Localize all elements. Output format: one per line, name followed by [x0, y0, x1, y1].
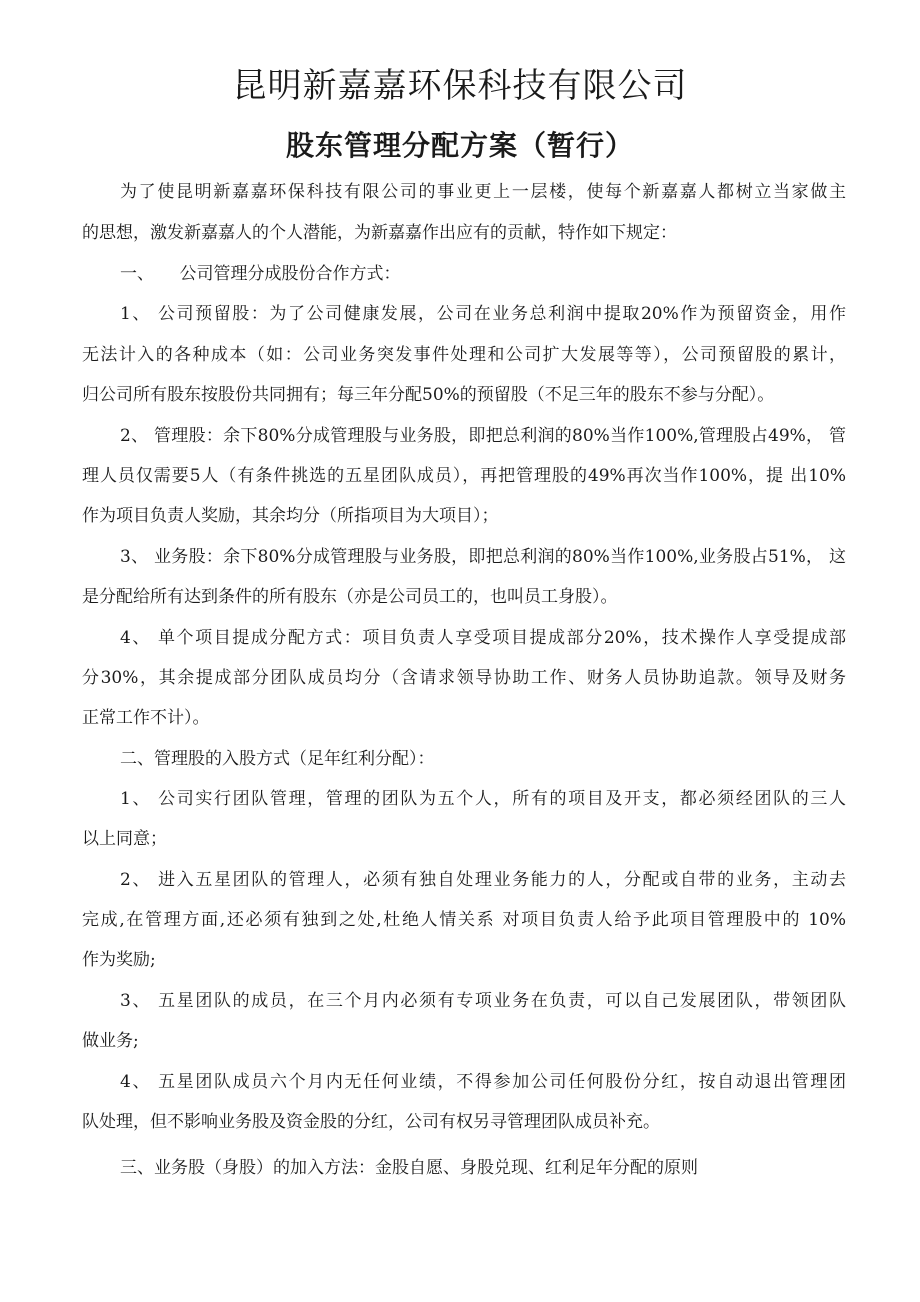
- paragraph-line: 分30%，其余提成部分团队成员均分（含请求领导协助工作、财务人员协助追款。领导及财务: [82, 668, 846, 688]
- paragraph-line: 4、 单个项目提成分配方式：项目负责人享受项目提成部分20%，技术操作人享受提成部: [120, 628, 846, 648]
- paragraph-line: 作为项目负责人奖励，其余均分（所指项目为大项目）；: [82, 506, 499, 526]
- paragraph-line: 2、 进入五星团队的管理人，必须有独自处理业务能力的人，分配或自带的业务，主动去: [120, 870, 846, 890]
- paragraph-line: 理人员仅需要5人（有条件挑选的五星团队成员），再把管理股的49%再次当作100%，提 出10%: [82, 466, 846, 486]
- paragraph-line: 3、 业务股：余下80%分成管理股与业务股，即把总利润的80%当作100%,业务股占51%， 这: [120, 547, 846, 567]
- paragraph-line: 无法计入的各种成本（如：公司业务突发事件处理和公司扩大发展等等），公司预留股的累计，: [82, 345, 846, 365]
- paragraph-line: 1、 公司预留股：为了公司健康发展，公司在业务总利润中提取20%作为预留资金，用作: [120, 304, 846, 324]
- paragraph-line: 队处理，但不影响业务股及资金股的分红，公司有权另寻管理团队成员补充。: [82, 1112, 660, 1132]
- company-title: 昆明新嘉嘉环保科技有限公司: [232, 66, 688, 106]
- paragraph-line: 的思想，激发新嘉嘉人的个人潜能，为新嘉嘉作出应有的贡献，特作如下规定：: [82, 223, 677, 243]
- paragraph-line: 是分配给所有达到条件的所有股东（亦是公司员工的，也叫员工身股）。: [82, 587, 618, 607]
- section-heading: 二、管理股的入股方式（足年红利分配）：: [120, 749, 435, 769]
- paragraph-line: 做业务;: [82, 1031, 139, 1051]
- paragraph-line: 作为奖励;: [82, 950, 156, 970]
- paragraph-line: 以上同意；: [82, 829, 167, 849]
- section-heading: 三、业务股（身股）的加入方法：金股自愿、身股兑现、红利足年分配的原则: [120, 1158, 698, 1178]
- paragraph-line: 4、 五星团队成员六个月内无任何业绩，不得参加公司任何股份分红，按自动退出管理团: [120, 1072, 846, 1092]
- paragraph-line: 1、 公司实行团队管理，管理的团队为五个人，所有的项目及开支，都必须经团队的三人: [120, 789, 846, 809]
- document-title: 股东管理分配方案（暂行）: [285, 129, 634, 162]
- paragraph-line: 完成,在管理方面,还必须有独到之处,杜绝人情关系 对项目负责人给予此项目管理股中的 10%: [82, 910, 846, 930]
- paragraph-line: 2、 管理股：余下80%分成管理股与业务股，即把总利润的80%当作100%,管理股占49%， 管: [120, 426, 846, 446]
- paragraph-line: 3、 五星团队的成员，在三个月内必须有专项业务在负责，可以自己发展团队，带领团队: [120, 991, 846, 1011]
- paragraph-line: 为了使昆明新嘉嘉环保科技有限公司的事业更上一层楼，使每个新嘉嘉人都树立当家做主: [120, 182, 846, 202]
- paragraph-line: 归公司所有股东按股份共同拥有；每三年分配50%的预留股（不足三年的股东不参与分配）。: [82, 385, 775, 405]
- section-heading: 一、 公司管理分成股份合作方式：: [120, 264, 401, 284]
- paragraph-line: 正常工作不计）。: [82, 708, 210, 728]
